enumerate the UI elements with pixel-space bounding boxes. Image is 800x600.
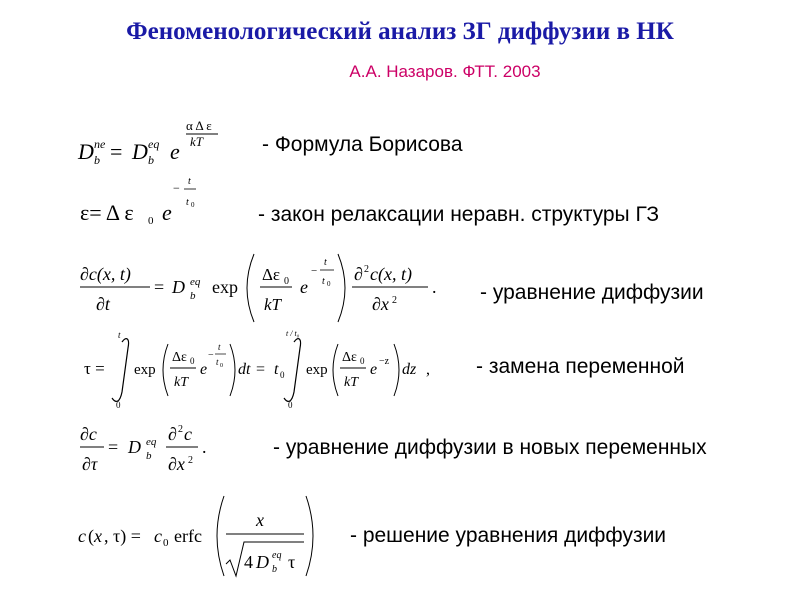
svg-text:t: t [188,176,191,187]
svg-text:τ =: τ = [84,359,105,378]
svg-text:kT: kT [344,375,358,390]
svg-text:kT: kT [264,295,281,314]
svg-text:t / t₀: t / t₀ [286,329,300,338]
svg-text:0: 0 [148,215,154,227]
svg-text:e: e [170,139,180,164]
variable-substitution [80,328,450,412]
relaxation-formula [70,172,220,232]
svg-text:c: c [78,526,86,546]
svg-text:t: t [324,257,327,268]
svg-text:D: D [172,277,185,297]
svg-text:∂: ∂ [168,424,177,444]
svg-text:ε= Δ ε: ε= Δ ε [80,200,134,225]
svg-text:−z: −z [379,356,390,367]
svg-text:Δε: Δε [172,350,187,365]
slide-subtitle: А.А. Назаров. ФТТ. 2003 [349,62,541,81]
svg-text:0: 0 [190,356,195,366]
svg-text:c: c [184,424,192,444]
svg-text:t: t [216,357,219,367]
svg-text:b: b [272,564,277,575]
svg-text:t: t [218,342,221,352]
description-new-variables: - уравнение диффузии в новых переменных [273,436,707,459]
svg-text:0: 0 [288,400,293,410]
svg-text:D: D [128,437,141,457]
svg-text:0: 0 [191,201,195,209]
svg-text:∂t: ∂t [96,294,110,314]
svg-text:0: 0 [360,356,365,366]
svg-text:eq: eq [148,137,160,151]
svg-text:,: , [426,361,430,378]
svg-text:eq: eq [190,276,201,288]
svg-text:.: . [202,437,207,457]
svg-text:dz: dz [402,361,417,378]
svg-text:b: b [94,153,100,167]
svg-text:kT: kT [174,375,188,390]
svg-text:exp: exp [134,362,156,378]
svg-text:t: t [186,197,189,208]
svg-text:, τ) =: , τ) = [104,526,141,546]
svg-text:∂: ∂ [354,264,363,284]
svg-text:e: e [300,277,308,297]
svg-text:(: ( [88,526,94,546]
svg-text:D: D [132,139,148,164]
svg-text:e: e [200,361,208,378]
description-solution: - решение уравнения диффузии [350,524,667,547]
svg-text:t: t [322,276,325,287]
svg-text:∂x: ∂x [372,294,389,314]
svg-text:2: 2 [364,264,369,275]
svg-text:∂c(x, t): ∂c(x, t) [80,264,131,284]
svg-text:0: 0 [280,370,285,380]
svg-text:0: 0 [327,280,331,288]
svg-text:eq: eq [146,436,157,448]
svg-text:∂c: ∂c [80,424,97,444]
svg-text:exp: exp [306,362,328,378]
svg-text:x: x [256,510,264,530]
svg-text:kT: kT [190,134,203,149]
svg-text:τ: τ [288,552,296,572]
description-borisov: - Формула Борисова [262,133,463,156]
svg-text:eq: eq [272,550,282,561]
svg-text:D: D [256,552,269,572]
svg-text:∂τ: ∂τ [82,454,98,474]
svg-text:ne: ne [94,137,106,151]
svg-text:=: = [154,277,165,297]
borisov-formula [70,112,240,172]
svg-text:c(x, t): c(x, t) [370,264,412,284]
svg-text:t: t [118,330,121,340]
description-substitution: - замена переменной [476,355,685,378]
diffusion-new-variables [74,412,244,482]
svg-text:b: b [190,290,196,302]
svg-text:0: 0 [220,363,223,369]
svg-text:0: 0 [116,400,121,410]
svg-text:x: x [94,526,102,546]
svg-text:0: 0 [163,537,169,549]
svg-text:.: . [432,277,437,297]
diffusion-equation [74,248,454,328]
slide-title: Феноменологический анализ ЗГ диффузии в НК [126,18,674,45]
svg-text:∂x: ∂x [168,454,185,474]
svg-text:α Δ ε: α Δ ε [186,118,212,133]
svg-text:0: 0 [284,276,289,287]
svg-text:dt: dt [238,361,251,378]
svg-text:−: − [208,350,214,361]
svg-text:b: b [146,450,152,462]
svg-text:4: 4 [244,552,253,572]
svg-text:b: b [148,153,154,167]
svg-text:=: = [110,139,123,164]
svg-text:=: = [256,361,266,378]
svg-text:t: t [274,361,279,378]
svg-text:e: e [370,361,378,378]
svg-text:2: 2 [178,424,183,435]
description-relaxation: - закон релаксации неравн. структуры ГЗ [258,203,660,226]
svg-text:2: 2 [392,295,397,306]
svg-text:erfc: erfc [174,526,202,546]
svg-text:=: = [108,437,119,457]
svg-text:2: 2 [188,455,193,466]
svg-text:−: − [173,181,180,195]
svg-text:exp: exp [212,277,238,297]
svg-text:Δε: Δε [342,350,357,365]
svg-text:−: − [311,265,318,277]
svg-text:Δε: Δε [262,265,281,284]
diffusion-solution [74,488,324,584]
svg-text:e: e [162,200,172,225]
svg-text:c: c [154,526,162,546]
svg-text:D: D [78,139,94,164]
description-diffusion: - уравнение диффузии [480,281,704,304]
